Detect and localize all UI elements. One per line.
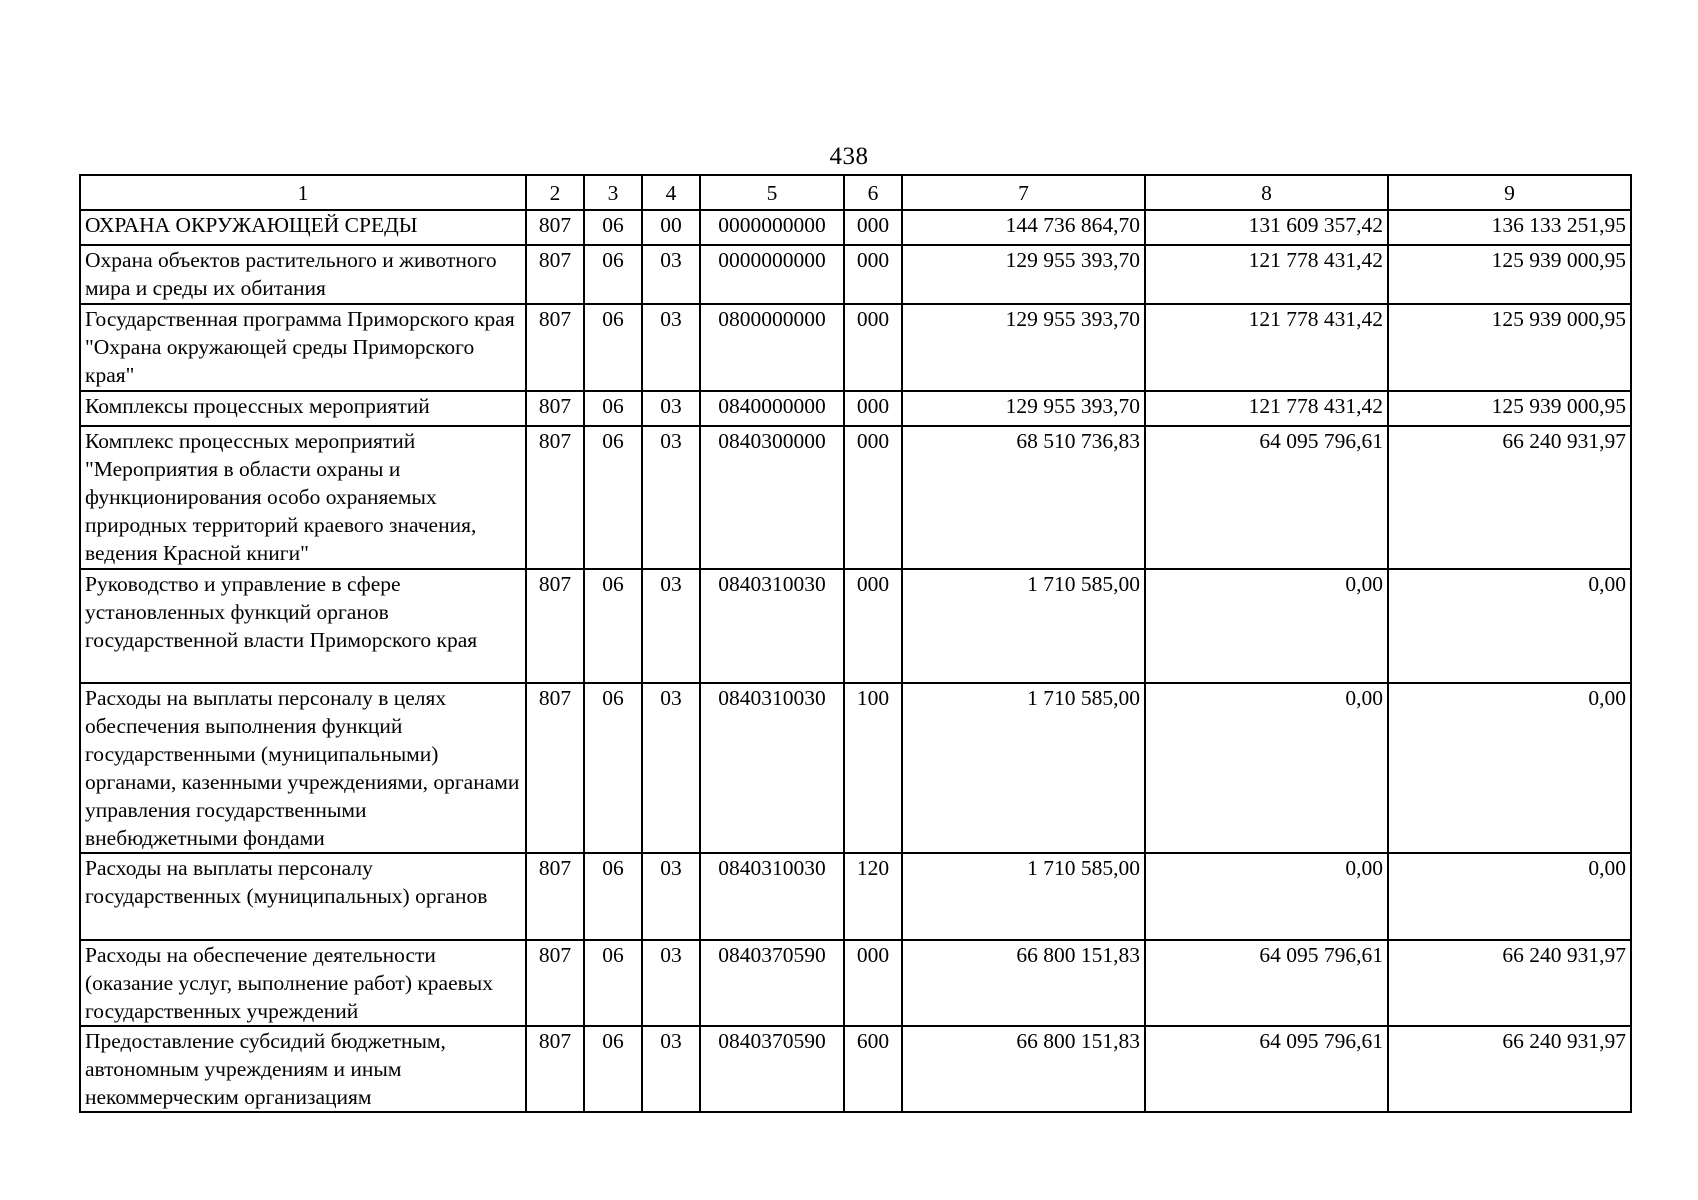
row-code-5: 0840310030 (700, 683, 844, 853)
row-code-6: 000 (844, 391, 902, 426)
row-code-6: 000 (844, 569, 902, 683)
page-number: 438 (829, 143, 869, 170)
row-name: Охрана объектов растительного и животного мира и среды их обитания (80, 245, 526, 304)
row-code-6: 000 (844, 245, 902, 304)
row-name: Расходы на выплаты персоналу в целях обеспечения выполнения функций государственными (муниципальными) органами, казенными учреждениями, органами управления государственными внебюджетными фондами (80, 683, 526, 853)
row-code-6: 000 (844, 940, 902, 1026)
row-amount-9: 0,00 (1388, 683, 1631, 853)
row-amount-9: 136 133 251,95 (1388, 210, 1631, 245)
row-amount-8: 64 095 796,61 (1145, 940, 1388, 1026)
row-code-2: 807 (526, 426, 584, 569)
header-col-1: 1 (80, 175, 526, 210)
row-code-3: 06 (584, 210, 642, 245)
row-code-2: 807 (526, 683, 584, 853)
row-amount-8: 0,00 (1145, 569, 1388, 683)
row-code-2: 807 (526, 940, 584, 1026)
row-amount-7: 144 736 864,70 (902, 210, 1145, 245)
row-code-5: 0000000000 (700, 245, 844, 304)
header-col-7: 7 (902, 175, 1145, 210)
row-amount-7: 1 710 585,00 (902, 569, 1145, 683)
row-amount-9: 66 240 931,97 (1388, 426, 1631, 569)
table-body (80, 210, 1631, 1112)
row-code-2: 807 (526, 245, 584, 304)
row-code-6: 000 (844, 304, 902, 391)
row-code-3: 06 (584, 391, 642, 426)
row-amount-8: 121 778 431,42 (1145, 245, 1388, 304)
table-row (80, 683, 1631, 853)
table-row (80, 569, 1631, 683)
row-code-5: 0840300000 (700, 426, 844, 569)
row-amount-8: 121 778 431,42 (1145, 391, 1388, 426)
header-col-4: 4 (642, 175, 700, 210)
row-code-4: 03 (642, 1026, 700, 1112)
row-amount-7: 66 800 151,83 (902, 940, 1145, 1026)
header-row (80, 175, 1631, 210)
row-code-2: 807 (526, 1026, 584, 1112)
row-name: Расходы на обеспечение деятельности (оказание услуг, выполнение работ) краевых государственных учреждений (80, 940, 526, 1026)
row-amount-7: 129 955 393,70 (902, 391, 1145, 426)
row-amount-7: 129 955 393,70 (902, 245, 1145, 304)
table-row (80, 245, 1631, 304)
row-code-6: 000 (844, 426, 902, 569)
row-amount-8: 0,00 (1145, 683, 1388, 853)
row-amount-9: 0,00 (1388, 569, 1631, 683)
row-code-2: 807 (526, 853, 584, 940)
row-code-6: 000 (844, 210, 902, 245)
row-amount-7: 68 510 736,83 (902, 426, 1145, 569)
row-code-5: 0840310030 (700, 569, 844, 683)
row-code-3: 06 (584, 683, 642, 853)
row-amount-9: 125 939 000,95 (1388, 391, 1631, 426)
row-code-3: 06 (584, 569, 642, 683)
row-code-3: 06 (584, 426, 642, 569)
row-amount-7: 129 955 393,70 (902, 304, 1145, 391)
row-name: Расходы на выплаты персоналу государственных (муниципальных) органов (80, 853, 526, 940)
row-code-5: 0800000000 (700, 304, 844, 391)
budget-table (79, 174, 1632, 1113)
row-code-4: 03 (642, 426, 700, 569)
row-code-3: 06 (584, 940, 642, 1026)
table-row (80, 304, 1631, 391)
row-code-4: 03 (642, 304, 700, 391)
row-code-4: 03 (642, 853, 700, 940)
table-row (80, 1026, 1631, 1112)
row-name: Комплекс процессных мероприятий "Мероприятия в области охраны и функционирования особо охраняемых природных территорий краевого значения, ведения Красной книги" (80, 426, 526, 569)
header-col-6: 6 (844, 175, 902, 210)
row-code-3: 06 (584, 304, 642, 391)
row-code-4: 03 (642, 569, 700, 683)
row-amount-9: 0,00 (1388, 853, 1631, 940)
table-row (80, 210, 1631, 245)
row-code-6: 100 (844, 683, 902, 853)
row-name: Государственная программа Приморского края "Охрана окружающей среды Приморского края" (80, 304, 526, 391)
row-amount-8: 121 778 431,42 (1145, 304, 1388, 391)
row-amount-8: 64 095 796,61 (1145, 1026, 1388, 1112)
row-code-4: 03 (642, 245, 700, 304)
row-code-5: 0840310030 (700, 853, 844, 940)
row-code-6: 120 (844, 853, 902, 940)
row-code-5: 0840000000 (700, 391, 844, 426)
row-amount-8: 0,00 (1145, 853, 1388, 940)
row-amount-9: 125 939 000,95 (1388, 304, 1631, 391)
row-code-5: 0840370590 (700, 940, 844, 1026)
row-amount-7: 1 710 585,00 (902, 853, 1145, 940)
header-col-3: 3 (584, 175, 642, 210)
row-code-3: 06 (584, 1026, 642, 1112)
row-code-4: 00 (642, 210, 700, 245)
row-amount-9: 125 939 000,95 (1388, 245, 1631, 304)
row-amount-8: 131 609 357,42 (1145, 210, 1388, 245)
row-code-2: 807 (526, 210, 584, 245)
row-amount-8: 64 095 796,61 (1145, 426, 1388, 569)
header-col-8: 8 (1145, 175, 1388, 210)
row-amount-9: 66 240 931,97 (1388, 1026, 1631, 1112)
row-code-4: 03 (642, 683, 700, 853)
row-code-3: 06 (584, 853, 642, 940)
row-name: ОХРАНА ОКРУЖАЮЩЕЙ СРЕДЫ (80, 210, 526, 245)
table-row (80, 391, 1631, 426)
row-code-4: 03 (642, 391, 700, 426)
header-col-9: 9 (1388, 175, 1631, 210)
table-row (80, 853, 1631, 940)
row-name: Предоставление субсидий бюджетным, автономным учреждениям и иным некоммерческим организациям (80, 1026, 526, 1112)
row-code-2: 807 (526, 391, 584, 426)
header-col-2: 2 (526, 175, 584, 210)
row-code-5: 0840370590 (700, 1026, 844, 1112)
row-code-5: 0000000000 (700, 210, 844, 245)
row-code-2: 807 (526, 569, 584, 683)
row-amount-7: 66 800 151,83 (902, 1026, 1145, 1112)
table-row (80, 940, 1631, 1026)
row-amount-7: 1 710 585,00 (902, 683, 1145, 853)
row-name: Руководство и управление в сфере установленных функций органов государственной власти Приморского края (80, 569, 526, 683)
row-code-6: 600 (844, 1026, 902, 1112)
row-name: Комплексы процессных мероприятий (80, 391, 526, 426)
row-amount-9: 66 240 931,97 (1388, 940, 1631, 1026)
row-code-2: 807 (526, 304, 584, 391)
row-code-4: 03 (642, 940, 700, 1026)
row-code-3: 06 (584, 245, 642, 304)
table-row (80, 426, 1631, 569)
header-col-5: 5 (700, 175, 844, 210)
